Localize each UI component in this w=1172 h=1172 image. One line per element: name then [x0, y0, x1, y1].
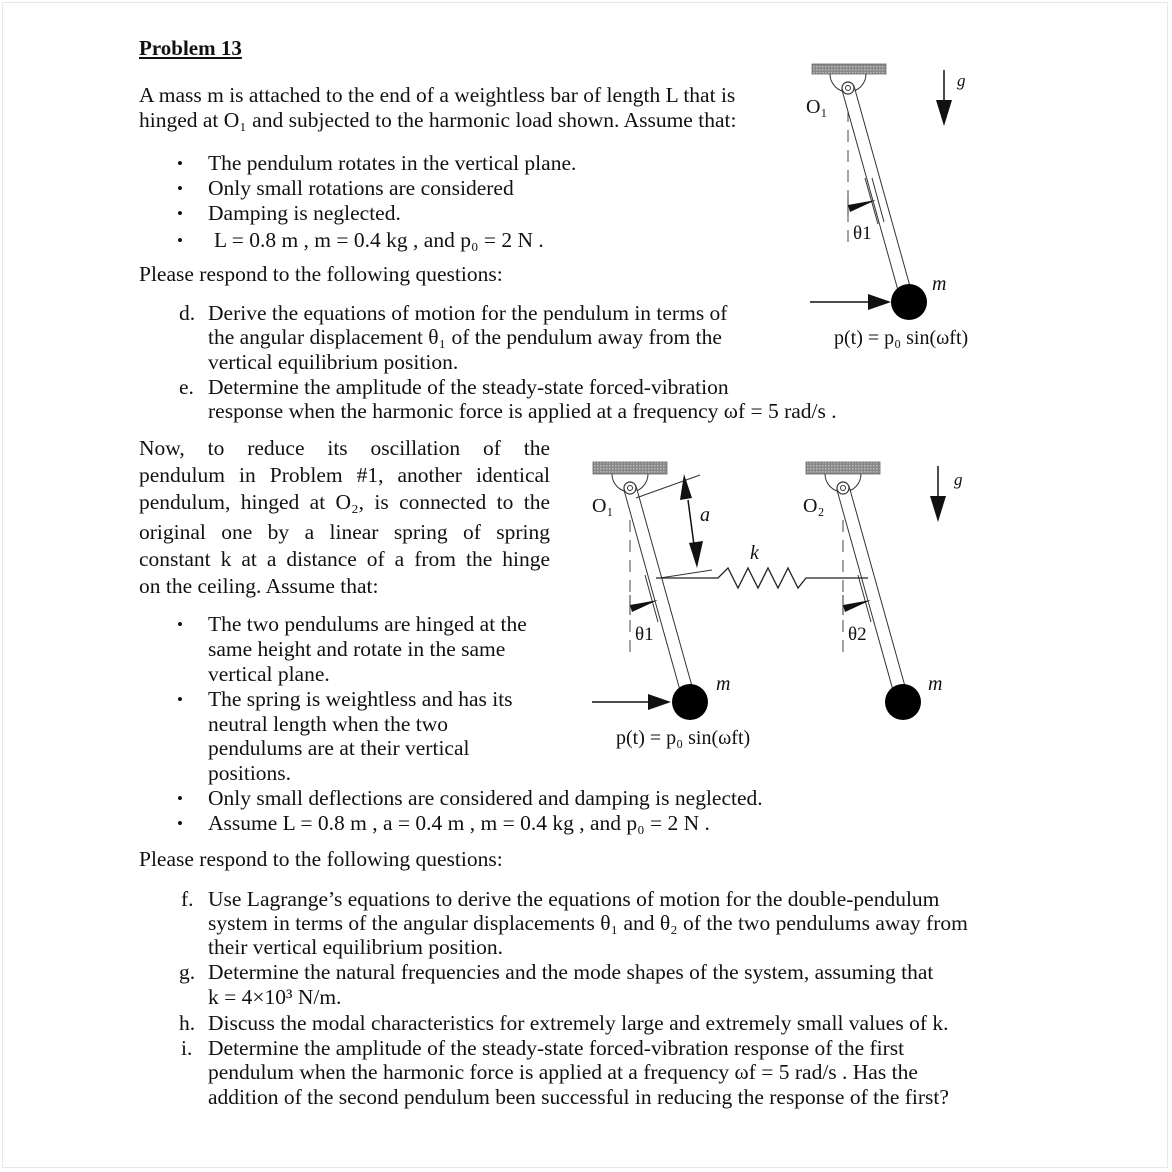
ceiling-support-1 [812, 64, 886, 74]
assumption2-2-line-2: neutral length when the two [208, 712, 449, 736]
force-label-1: p(t) = p₀ sin(ωft) [834, 327, 969, 349]
angle-label-2-theta2: θ2 [848, 624, 867, 645]
now-line-5: constant k at a distance of a from the hinge [139, 547, 550, 571]
mass-label-2b: m [928, 673, 943, 695]
angle-label-2-theta1: θ1 [635, 624, 654, 645]
question-marker-i: i. [181, 1036, 193, 1060]
ceiling-support-2a [593, 462, 667, 474]
bullet-icon: • [177, 204, 183, 223]
angle-arrow-icon-1 [848, 200, 876, 212]
gravity-arrow-icon-1 [936, 100, 952, 126]
assumption-1: The pendulum rotates in the vertical plane. [208, 151, 577, 175]
respond-heading-2: Please respond to the following questions: [139, 847, 503, 871]
question-f-line-3: their vertical equilibrium position. [208, 935, 503, 959]
question-h-line-1: Discuss the modal characteristics for extremely large and extremely small values of k. [208, 1011, 949, 1035]
bullet-icon: • [177, 690, 183, 709]
bullet-icon: • [177, 814, 183, 833]
now-line-1: Now, to reduce its oscillation of the [139, 436, 550, 460]
question-f-line-2: system in terms of the angular displacements θ₁ and θ₂ of the two pendulums away from [208, 911, 968, 935]
assumption2-2-line-4: positions. [208, 761, 292, 785]
gravity-label-2: g [954, 470, 963, 489]
dimension-arrow-down-icon [689, 541, 703, 568]
assumption-2: Only small rotations are considered [208, 176, 514, 200]
pendulum-bar-2b [837, 486, 908, 701]
question-marker-d: d. [179, 301, 196, 325]
force-label-2: p(t) = p₀ sin(ωft) [616, 727, 751, 749]
distance-label-a: a [700, 504, 710, 526]
question-d-line-3: vertical equilibrium position. [208, 350, 459, 374]
assumption2-1-line-1: The two pendulums are hinged at the [208, 612, 527, 636]
mass-ball-2b [885, 684, 921, 720]
question-i-line-3: addition of the second pendulum been successful in reducing the response of the first? [208, 1085, 949, 1109]
mass-ball-2a [672, 684, 708, 720]
question-d-line-2: the angular displacement θ₁ of the pendulum away from the [208, 325, 722, 349]
assumption2-3: Only small deflections are considered and damping is neglected. [208, 786, 763, 810]
dimension-arrow-shaft [688, 500, 694, 545]
spring-k [656, 568, 868, 588]
bullet-icon: • [177, 789, 183, 808]
question-e-line-2: response when the harmonic force is applied at a frequency ωf = 5 rad/s . [208, 399, 837, 423]
assumption2-4: Assume L = 0.8 m , a = 0.4 m , m = 0.4 kg , and p₀ = 2 N . [208, 811, 710, 835]
question-marker-e: e. [179, 375, 194, 399]
mass-label-2a: m [716, 673, 731, 695]
question-marker-f: f. [181, 887, 194, 911]
force-arrow-icon-1 [868, 294, 891, 310]
bullet-icon: • [177, 154, 183, 173]
angle-label-theta1: θ1 [853, 223, 872, 244]
pendulum-bar-2a [624, 486, 695, 701]
now-line-2: pendulum in Problem #1, another identical [139, 463, 550, 487]
question-f-line-1: Use Lagrange’s equations to derive the equations of motion for the double-pendulum [208, 887, 940, 911]
spring-label-k: k [750, 542, 759, 564]
ceiling-support-2b [806, 462, 880, 474]
mass-label-1: m [932, 273, 947, 295]
bullet-icon: • [177, 179, 183, 198]
intro-line-2: hinged at O₁ and subjected to the harmonic load shown. Assume that: [139, 108, 737, 132]
mass-ball-1 [891, 284, 927, 320]
now-line-4: original one by a linear spring of spring [139, 520, 550, 544]
question-i-line-1: Determine the amplitude of the steady-state forced-vibration response of the first [208, 1036, 905, 1060]
assumption2-2-line-1: The spring is weightless and has its [208, 687, 513, 711]
question-d-line-1: Derive the equations of motion for the pendulum in terms of [208, 301, 728, 325]
intro-line-1: A mass m is attached to the end of a weightless bar of length L that is [139, 83, 736, 107]
bullet-icon: • [177, 231, 183, 250]
assumption2-2-line-3: pendulums are at their vertical [208, 736, 470, 760]
hinge-label-2-o2: O₂ [803, 495, 825, 517]
force-arrow-icon-2 [648, 694, 671, 710]
hinge-pin-inner-1 [846, 86, 851, 91]
pendulum-bar-1 [842, 86, 913, 301]
respond-heading-1: Please respond to the following questions: [139, 262, 503, 286]
gravity-arrow-icon-2 [930, 496, 946, 522]
now-line-6: on the ceiling. Assume that: [139, 574, 379, 598]
question-e-line-1: Determine the amplitude of the steady-state forced-vibration [208, 375, 729, 399]
question-g-line-1: Determine the natural frequencies and the mode shapes of the system, assuming that [208, 960, 934, 984]
dimension-line-bottom [660, 570, 712, 578]
gravity-label-1: g [957, 71, 966, 90]
assumption2-1-line-2: same height and rotate in the same [208, 637, 506, 661]
hinge-label-2-o1: O₁ [592, 495, 614, 517]
bullet-icon: • [177, 615, 183, 634]
question-marker-g: g. [179, 960, 196, 984]
question-marker-h: h. [179, 1011, 196, 1035]
now-line-3: pendulum, hinged at O₂, is connected to the [139, 490, 550, 514]
dimension-arrow-up-icon [680, 474, 692, 500]
question-g-line-2: k = 4×10³ N/m. [208, 985, 342, 1009]
hinge-label-o1: O₁ [806, 96, 828, 118]
assumption-4: L = 0.8 m , m = 0.4 kg , and p₀ = 2 N . [214, 228, 544, 252]
question-i-line-2: pendulum when the harmonic force is applied at a frequency ωf = 5 rad/s . Has the [208, 1060, 918, 1084]
hinge-pin-inner-2a [628, 486, 633, 491]
assumption-3: Damping is neglected. [208, 201, 401, 225]
hinge-pin-inner-2b [841, 486, 846, 491]
assumption2-1-line-3: vertical plane. [208, 662, 330, 686]
problem-title: Problem 13 [139, 36, 242, 60]
